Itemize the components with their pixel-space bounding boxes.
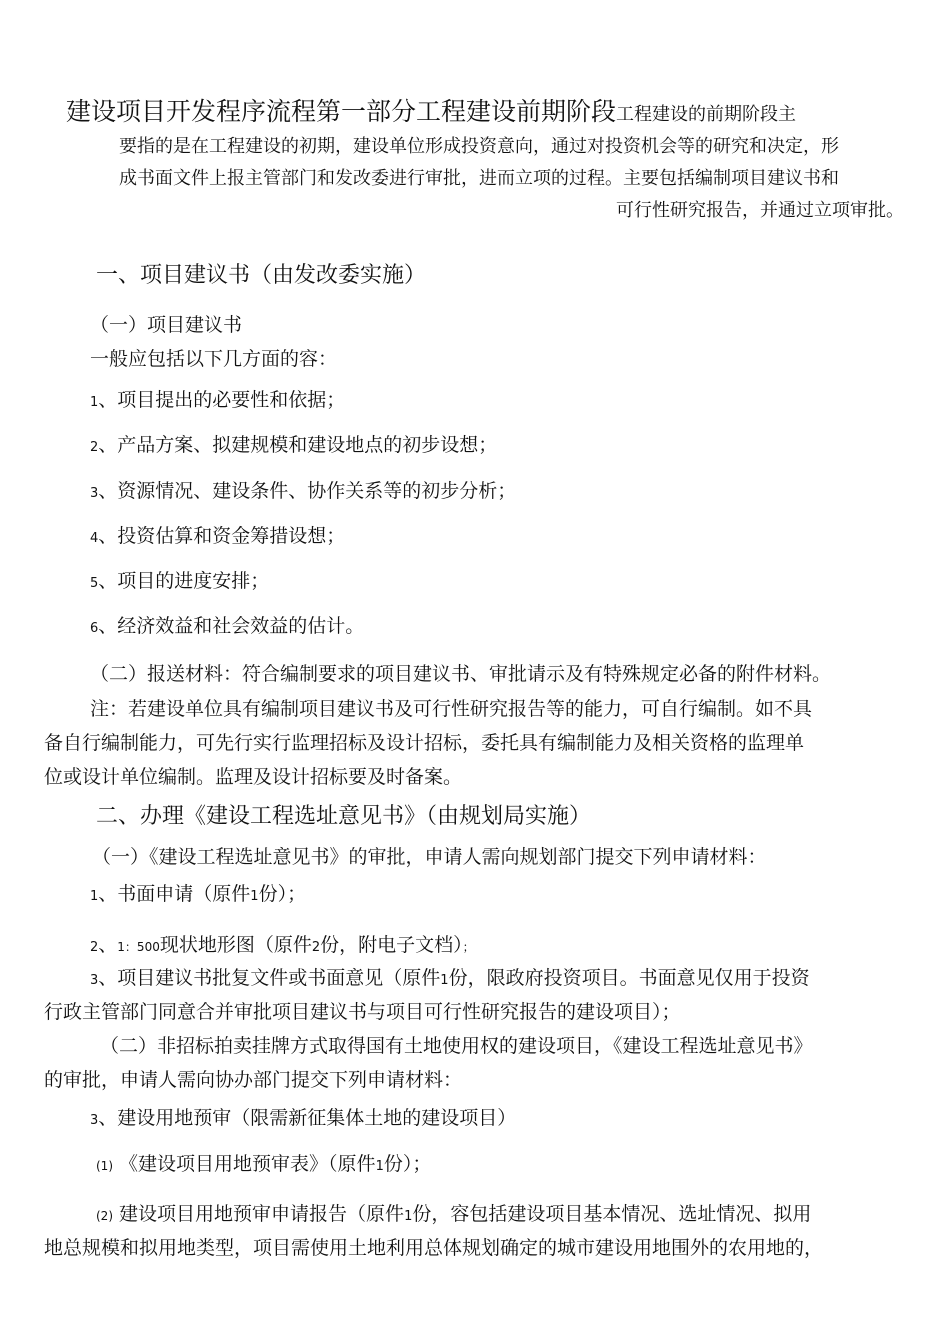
item-number: 1	[90, 889, 99, 904]
item-text: 份）；	[258, 883, 307, 905]
item-number: 3	[90, 1113, 99, 1128]
section1-heading: 一、项目建议书（由发改委实施）	[96, 263, 427, 288]
item-number: 4	[90, 531, 99, 546]
list-item	[90, 569, 269, 596]
section2-sub2-line-1: （二）非招标拍卖挂牌方式取得国有土地使用权的建设项目，《建设工程选址意见书》	[100, 1035, 813, 1057]
copies-count: 1	[375, 1159, 384, 1174]
copies-count: 1	[250, 889, 259, 904]
intro-paragraph	[48, 96, 910, 227]
document-title: 建设项目开发程序流程第一部分工程建设前期阶段	[66, 97, 617, 126]
note-line-3: 位或设计单位编制。监理及设计招标要及时备案。	[44, 766, 463, 788]
p2-line-2: 地总规模和拟用地类型，项目需使用土地利用总体规划确定的城市建设用地围外的农用地的，	[44, 1237, 824, 1259]
section1-lead: 一般应包括以下几方面的容：	[90, 348, 338, 370]
item-text: 《建设项目用地预审表》（原件	[119, 1153, 376, 1175]
item-text: 、投资估算和资金筹措设想；	[98, 525, 346, 547]
item-text: 现状地形图（原件	[159, 934, 312, 956]
section2-sub2-line-2: 的审批，申请人需向协办部门提交下列申请材料：	[44, 1069, 463, 1091]
list-item	[90, 882, 306, 909]
section1-sub2: （二）报送材料：符合编制要求的项目建议书、审批请示及有特殊规定必备的附件材料。	[90, 663, 832, 685]
note-line-1: 注：若建设单位具有编制项目建议书及可行性研究报告等的能力，可自行编制。如不具	[90, 698, 813, 720]
item3-line-2: 行政主管部门同意合并审批项目建议书与项目可行性研究报告的建设项目）；	[44, 1001, 681, 1023]
intro-line-3: 成书面文件上报主管部门和发改委进行审批，进而立项的过程。主要包括编制项目建议书和	[119, 168, 839, 189]
list-item	[90, 524, 345, 551]
list-item	[90, 1106, 516, 1133]
list-item	[96, 1202, 811, 1229]
item-text: 份，容包括建设项目基本情况、选址情况、拟用	[412, 1203, 812, 1225]
map-scale: 1：500	[117, 940, 160, 954]
item-text: 建设项目用地预审申请报告（原件	[119, 1203, 405, 1225]
item-number: 1	[90, 395, 99, 410]
section2-sub1: （一）《建设工程选址意见书》的审批，申请人需向规划部门提交下列申请材料：	[92, 846, 767, 868]
item-number: (1)	[96, 1159, 113, 1173]
item-number: 6	[90, 621, 99, 636]
item-number: 2	[90, 940, 99, 955]
list-item	[90, 479, 516, 506]
item-text: 、经济效益和社会效益的估计。	[98, 615, 365, 637]
intro-line-2: 要指的是在工程建设的初期，建设单位形成投资意向，通过对投资机会等的研究和决定，形	[119, 136, 839, 157]
list-item	[90, 933, 475, 960]
section1-sub1: （一）项目建议书	[90, 314, 243, 336]
item-number: 5	[90, 576, 99, 591]
intro-line-1	[48, 96, 910, 131]
copies-count: 1	[440, 973, 449, 988]
list-item	[96, 1152, 431, 1179]
note-line-2: 备自行编制能力，可先行实行监理招标及设计招标，委托具有编制能力及相关资格的监理单	[44, 732, 805, 754]
list-item	[90, 966, 810, 993]
list-item	[90, 433, 497, 460]
item-text: 、项目提出的必要性和依据；	[98, 389, 346, 411]
item-text: 、项目的进度安排；	[98, 570, 270, 592]
item-text: 、书面申请（原件	[98, 883, 251, 905]
intro-text-1: 工程建设的前期阶段主	[616, 104, 797, 125]
item-text: 、产品方案、拟建规模和建设地点的初步设想；	[98, 434, 498, 456]
copies-count: 1	[404, 1209, 413, 1224]
section2-heading: 二、办理《建设工程选址意见书》（由规划局实施）	[96, 804, 592, 829]
item-text: 、建设用地预审（限需新征集体土地的建设项目）	[98, 1107, 517, 1129]
item-number: 3	[90, 973, 99, 988]
item-number: 2	[90, 440, 99, 455]
item-text: 、资源情况、建设条件、协作关系等的初步分析；	[98, 480, 517, 502]
item-text: 份，限政府投资项目。书面意见仅用于投资	[448, 967, 810, 989]
item-text: ；	[462, 940, 475, 954]
list-item	[90, 388, 345, 415]
item-text: 份，附电子文档）	[320, 934, 463, 956]
item-text: 、项目建议书批复文件或书面意见（原件	[98, 967, 441, 989]
item-number: (2)	[96, 1209, 113, 1223]
item-number: 3	[90, 486, 99, 501]
item-text: 份）；	[383, 1153, 432, 1175]
item-text: 、	[98, 934, 118, 956]
copies-count: 2	[311, 940, 321, 955]
list-item	[90, 614, 364, 641]
intro-line-4: 可行性研究报告，并通过立项审批。	[616, 200, 904, 221]
